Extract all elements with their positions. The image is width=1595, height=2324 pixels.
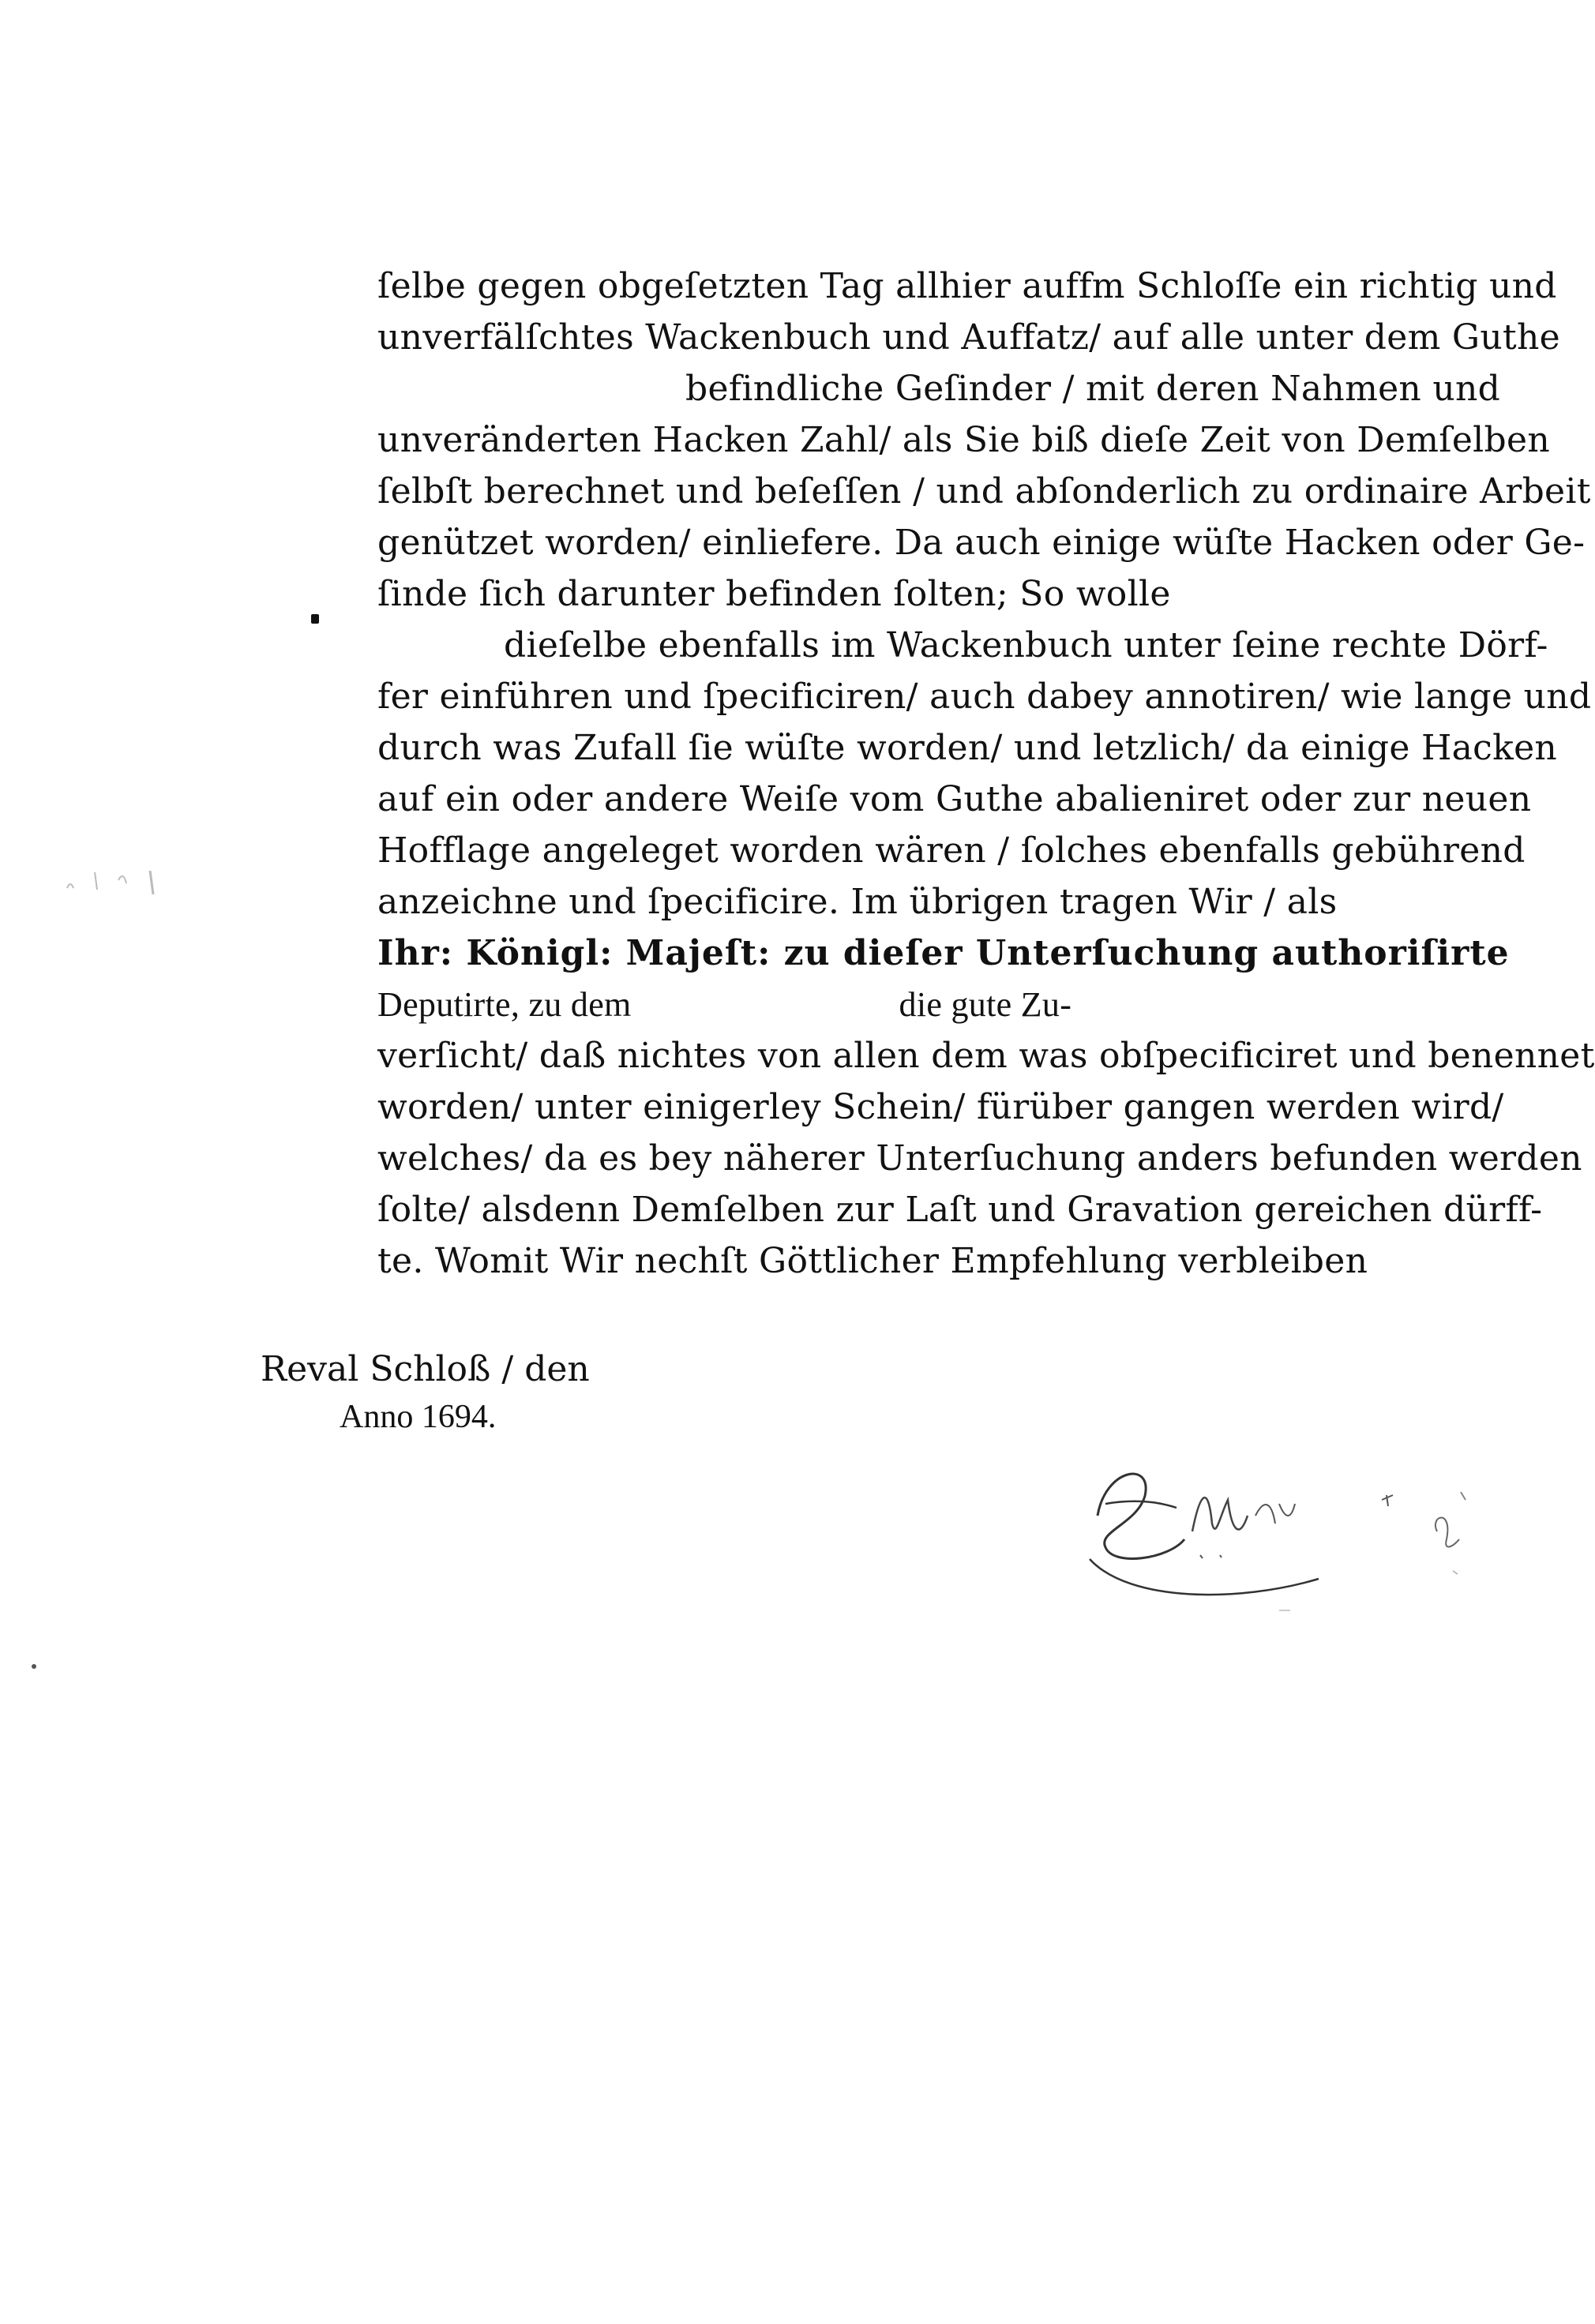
text-line: verſicht/ daß nichtes von allen dem was obſpecificiret und benennet <box>377 1036 1595 1076</box>
text-line: Hofflage angeleget worden wären / ſolches ebenfalls gebührend <box>377 830 1526 871</box>
text-line: ſolte/ alsdenn Demſelben zur Laſt und Gravation gereichen dürff- <box>377 1190 1543 1230</box>
text-line: fer einführen und ſpecificiren/ auch dabey annotiren/ wie lange und <box>377 677 1592 717</box>
margin-dot-icon <box>311 614 319 624</box>
text-line-royal-title: Ihr: Königl: Majeſt: zu dieſer Unterſuchung authoriſirte <box>377 933 1510 973</box>
text-line: Deputirte, zu dem die gute Zu- <box>377 985 1072 1024</box>
year: Anno 1694. <box>340 1399 497 1435</box>
text-line: durch was Zufall ſie wüſte worden/ und letzlich/ da einige Hacken <box>377 728 1558 768</box>
text-line: dieſelbe ebenfalls im Wackenbuch unter ſeine rechte Dörf- <box>504 625 1548 665</box>
speck-icon <box>32 1664 36 1669</box>
faint-marginal-mark-icon <box>63 857 190 907</box>
handwritten-signature <box>1082 1421 1524 1629</box>
text-line: welches/ da es bey näherer Unterſuchung anders befunden werden <box>377 1138 1582 1179</box>
letter-body <box>377 261 1595 1287</box>
text-line: te. Womit Wir nechſt Göttlicher Empfehlung verbleiben <box>377 1241 1368 1281</box>
text-line: ſelbſt berechnet und beſeſſen / und abſonderlich zu ordinaire Arbeit <box>377 471 1591 512</box>
text-line: ſelbe gegen obgeſetzten Tag allhier auffm Schloſſe ein richtig und <box>377 266 1557 306</box>
text-line: unveränderten Hacken Zahl/ als Sie biß dieſe Zeit von Demſelben <box>377 420 1550 460</box>
text-line: ſinde ſich darunter befinden ſolten; So wolle <box>377 574 1171 614</box>
text-line: genützet worden/ einliefere. Da auch einige wüſte Hacken oder Ge- <box>377 523 1586 563</box>
text-line: unverfälſchtes Wackenbuch und Auffatz/ auf alle unter dem Guthe <box>377 317 1560 358</box>
text-line: worden/ unter einigerley Schein/ fürüber gangen werden wird/ <box>377 1087 1504 1127</box>
text-line: anzeichne und ſpecificire. Im übrigen tragen Wir / als <box>377 882 1338 922</box>
dateline: Reval Schloß / den <box>261 1349 590 1389</box>
text-line: befindliche Geſinder / mit deren Nahmen und <box>685 369 1501 409</box>
text-line: auf ein oder andere Weiſe vom Guthe abalieniret oder zur neuen <box>377 779 1532 819</box>
